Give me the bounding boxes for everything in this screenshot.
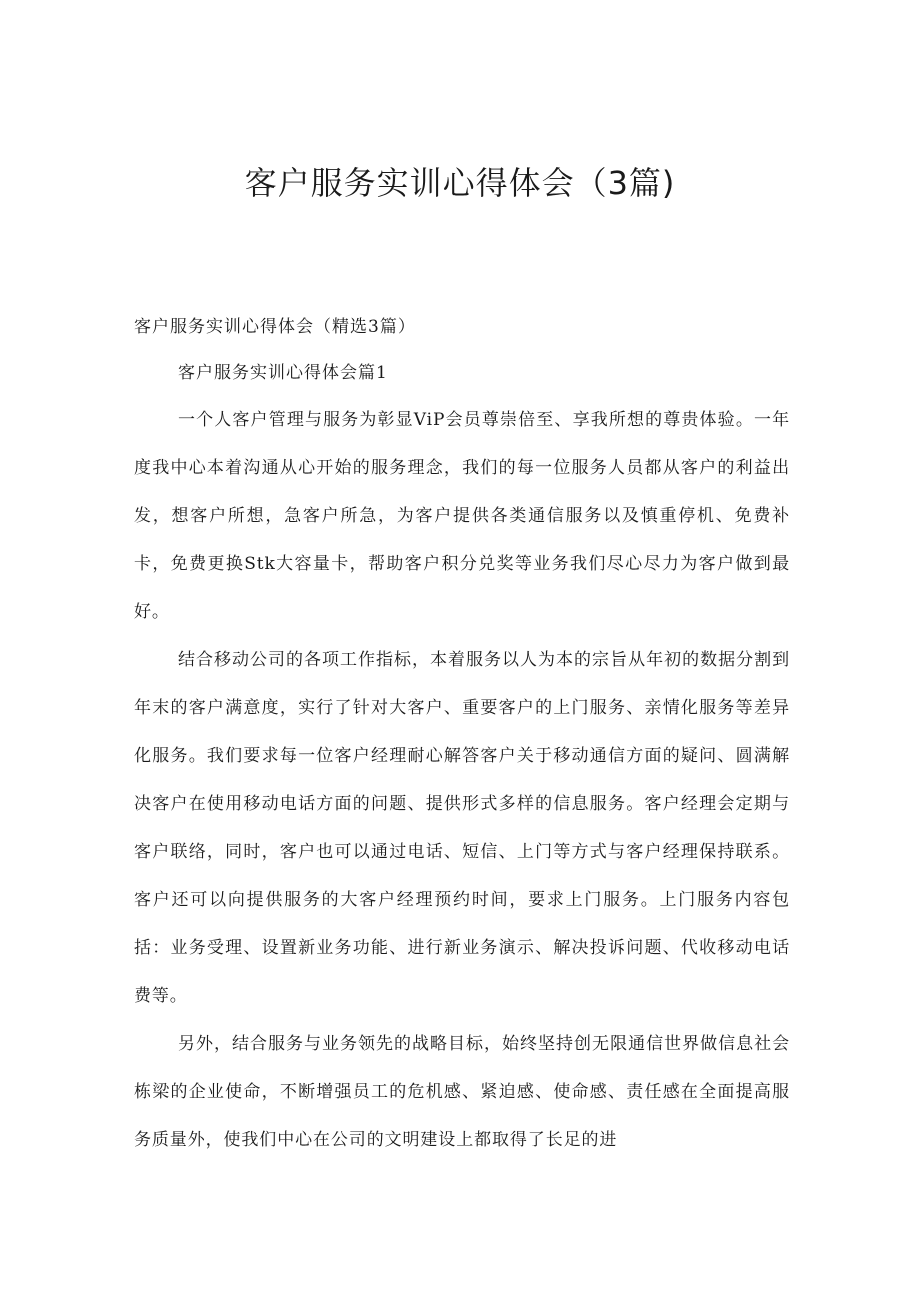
body-paragraph-1: 一个人客户管理与服务为彰显ViP会员尊崇倍至、享我所想的尊贵体验。一年度我中心本着沟通从心开始的服务理念，我们的每一位服务人员都从客户的利益出发，想客户所想，急客户所急，为客户提供各类通信服务以及慎重停机、免费补卡，免费更换Stk大容量卡，帮助客户积分兑奖等业务我们尽心尽力为客户做到最好。 <box>134 410 790 622</box>
body-paragraph-2: 结合移动公司的各项工作指标，本着服务以人为本的宗旨从年初的数据分割到年末的客户满意度，实行了针对大客户、重要客户的上门服务、亲情化服务等差异化服务。我们要求每一位客户经理耐心解答客户关于移动通信方面的疑问、圆满解决客户在使用移动电话方面的问题、提供形式多样的信息服务。客户经理会定期与客户联络，同时，客户也可以通过电话、短信、上门等方式与客户经理保持联系。客户还可以向提供服务的大客户经理预约时间，要求上门服务。上门服务内容包括：业务受理、设置新业务功能、进行新业务演示、解决投诉问题、代收移动电话费等。 <box>134 650 790 1006</box>
document-title: 客户服务实训心得体会（3篇) <box>244 164 676 202</box>
section-heading: 客户服务实训心得体会篇1 <box>178 363 388 383</box>
body-paragraph-3: 另外，结合服务与业务领先的战略目标，始终坚持创无限通信世界做信息社会栋梁的企业使命，不断增强员工的危机感、紧迫感、使命感、责任感在全面提高服务质量外，使我们中心在公司的文明建设上都取得了长足的进 <box>134 1034 790 1150</box>
document-subtitle: 客户服务实训心得体会（精选3篇） <box>134 317 416 337</box>
